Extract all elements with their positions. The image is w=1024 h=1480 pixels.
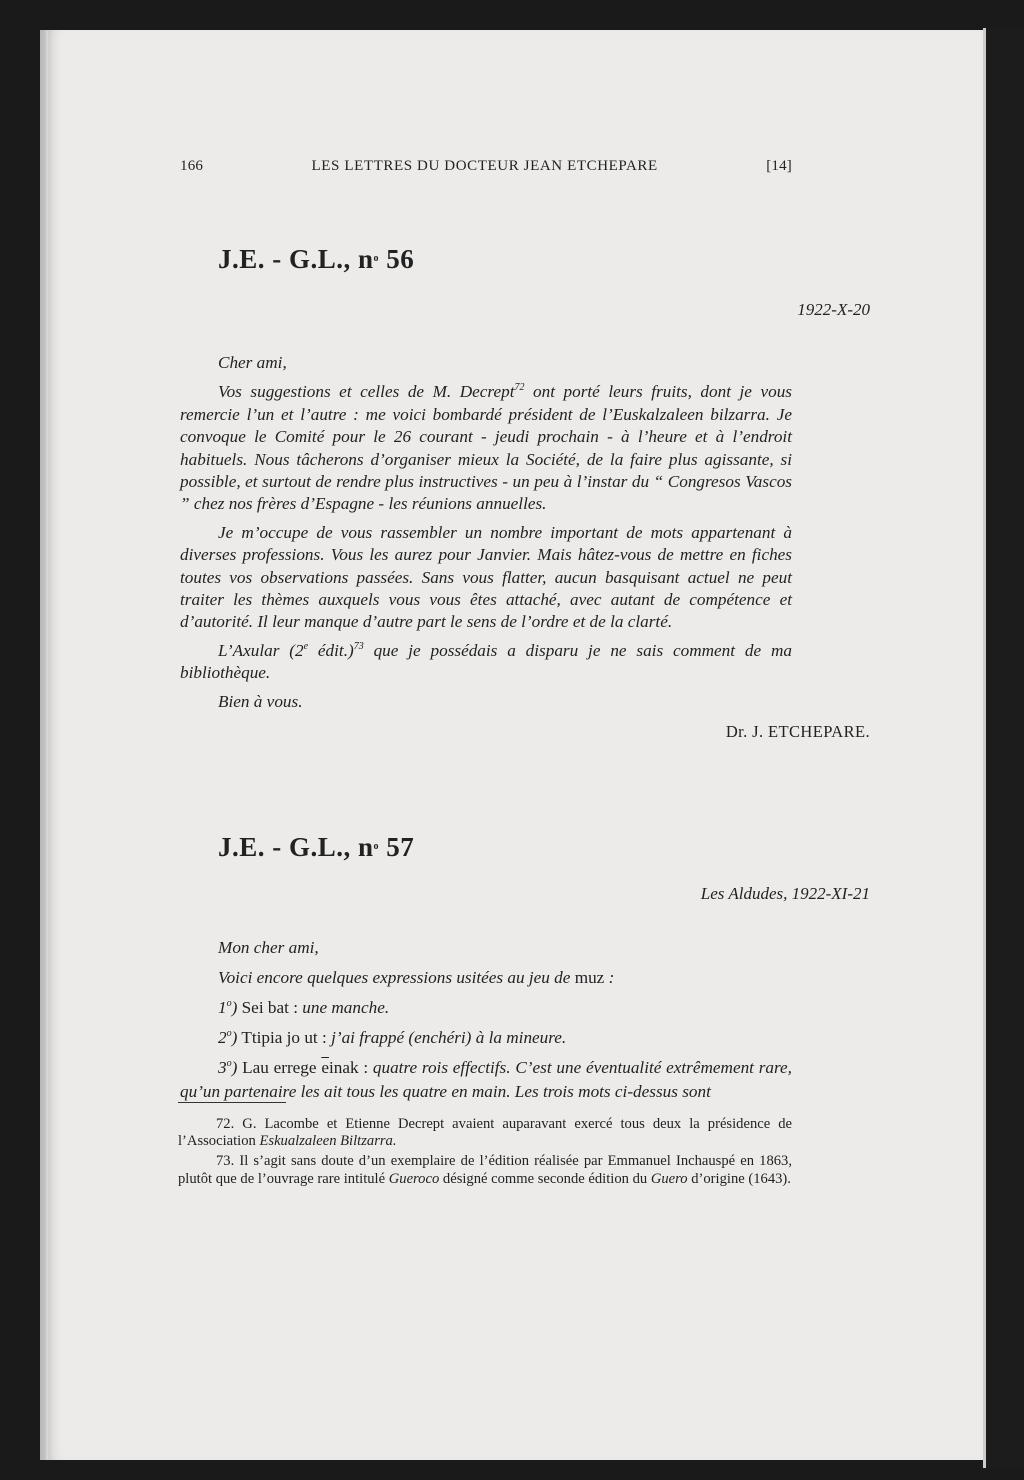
page-number: 166 (180, 158, 204, 174)
letter-56-paragraph-1: Vos suggestions et celles de M. Decrept$^{72}$ ont porté leurs fruits, dont je vous remercie l’un et l’autre : me voici bombardé président de l’Euskalzaleen bilzarra. Je convoque le Comité pour le 26 courant - jeudi prochain - à l’heure et à l’endroit habituels. Nous tâcherons d’organiser mieux la Société, de la faire plus agissante, si possible, et surtout de rendre plus instructives - un peu à l’instar du “ Congresos Vascos ” chez nos frères d’Espagne - les réunions annuelles. (180, 382, 792, 514)
running-header (180, 158, 792, 175)
section-number: [14] (766, 158, 792, 174)
book-page (40, 30, 986, 1460)
letter-57-heading-text: J.E. - G.L., n (218, 832, 374, 862)
running-title: LES LETTRES DU DOCTEUR JEAN ETCHEPARE (311, 158, 658, 174)
letter-56-date: 1922-X-20 (797, 300, 870, 319)
letter-56-closing: Bien à vous. (218, 691, 303, 711)
letter-56-paragraph-2: Je m’occupe de vous rassembler un nombre important de mots appartenant à diverses professions. Vous les aurez pour Janvier. Mais hâtez-vous de mettre en fiches toutes vos observations passées. Sans vous flatter, aucun basquisant actuel ne peut traiter les thèmes auxquels vous vous êtes attaché, avec autant de compétence et d’autorité. Il leur manque d’autre part le sens de l’ordre et de la clarté. (180, 522, 792, 632)
letter-57-body (180, 936, 792, 1104)
basque-word-muz: muz (574, 968, 605, 987)
letter-56-heading (218, 244, 414, 275)
letter-56-body (180, 352, 792, 713)
facing-page-edge (983, 28, 1024, 1468)
letter-57-heading-sup: o (373, 841, 380, 852)
letter-57-heading (218, 832, 414, 863)
letter-56-number: 56 (379, 244, 415, 274)
letter-57-intro: Voici encore quelques expressions usitées au jeu de muz : (218, 968, 615, 987)
muz-expression-1: 1$^o$) Sei bat : une manche. (218, 998, 390, 1017)
footnote-ref-73: 73 (353, 640, 364, 652)
letter-57-salutation: Mon cher ami, (218, 938, 319, 957)
letter-56-paragraph-3: L’Axular (2e édit.)$^{73}$ que je possédais a disparu je ne sais comment de ma bibliothèque. (180, 640, 792, 683)
letter-56-salutation: Cher ami, (218, 353, 287, 372)
letter-57-date: Les Aldudes, 1922-XI-21 (700, 884, 870, 903)
footnote-ref-72: 72 (514, 382, 525, 394)
letter-56-signature: Dr. J. ETCHEPARE. (725, 722, 870, 741)
letter-56-heading-text: J.E. - G.L., n (218, 244, 374, 274)
muz-expression-2: 2$^o$) Ttipia jo ut : j’ai frappé (enchéri) à la mineure. (218, 1028, 567, 1047)
letter-56-heading-sup: o (373, 253, 380, 264)
footnote-72: 72. G. Lacombe et Etienne Decrept avaient auparavant exercé tous deux la présidence de l’Association Eskualzaleen Biltzarra. (178, 1116, 792, 1150)
letter-57-number: 57 (379, 832, 415, 862)
footnote-73: 73. Il s’agit sans doute d’un exemplaire de l’édition réalisée par Emmanuel Inchauspé en 1863, plutôt que de l’ouvrage rare intitulé Gueroco désigné comme seconde édition du Guero d’origine (1643). (178, 1153, 792, 1187)
muz-expression-3: 3$^o$) Lau errege $\overline{e}inak$ : quatre rois effectifs. C’est une éventualité extrêmement rare, qu’un partenaire les ait tous les quatre en main. Les trois mots ci-dessus sont (180, 1058, 792, 1101)
footnotes (178, 1116, 792, 1191)
footnote-separator (178, 1102, 286, 1103)
